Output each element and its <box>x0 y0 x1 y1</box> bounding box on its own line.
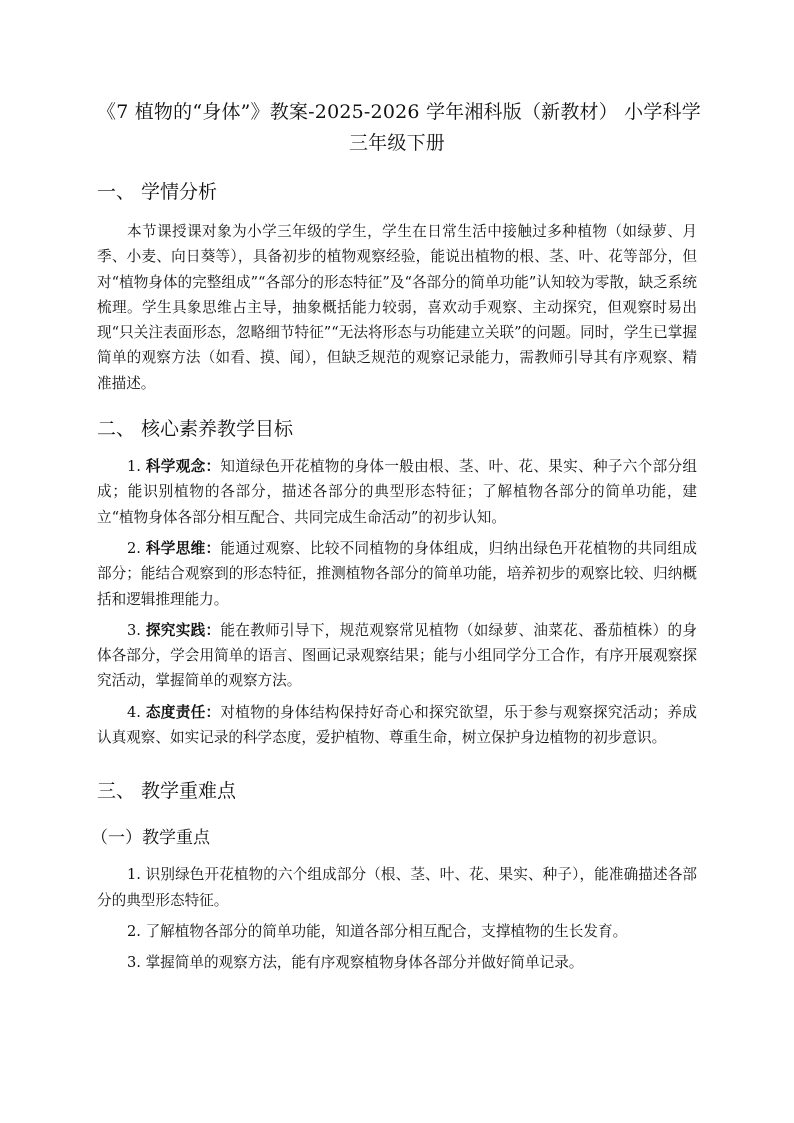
objective-text: 对植物的身体结构保持好奇心和探究欲望，乐于参与观察探究活动；养成认真观察、如实记录的科学态度，爱护植物、尊重生命，树立保护身边植物的初步意识。 <box>97 703 697 747</box>
focus-item: 1. 识别绿色开花植物的六个组成部分（根、茎、叶、花、果实、种子），能准确描述各部分的典型形态特征。 <box>97 866 697 909</box>
learner-analysis-paragraph: 本节课授课对象为小学三年级的学生，学生在日常生活中接触过多种植物（如绿萝、月季、小麦、向日葵等），具备初步的植物观察经验，能说出植物的根、茎、叶、花等部分，但对“植物身体的完整组成”“各部分的形态特征”及“各部分的简单功能”认知较为零散，缺乏系统梳理。学生具象思维占主导，抽象概括能力较弱，喜欢动手观察、主动探究，但观察时易出现“只关注表面形态，忽略细节特征”“无法将形态与功能建立关联”的问题。同时，学生已掌握简单的观察方法（如看、摸、闻），但缺乏规范的观察记录能力，需教师引导其有序观察、精准描述。 <box>97 223 697 392</box>
objective-item-attitude-responsibility <box>97 700 697 751</box>
objective-label: 科学思维： <box>145 539 221 557</box>
objective-item-science-concept <box>97 454 697 530</box>
objective-item-inquiry-practice <box>97 618 697 694</box>
objective-text: 能在教师引导下，规范观察常见植物（如绿萝、油菜花、番茄植株）的身体各部分，学会用简单的语言、图画记录观察结果；能与小组同学分工合作，有序开展观察探究活动，掌握简单的观察方法。 <box>97 621 697 690</box>
objective-item-science-thinking <box>97 536 697 612</box>
document-title-line-1: 《7 植物的“身体”》教案-2025-2026 学年湘科版（新教材） 小学科学 <box>97 101 701 123</box>
focus-item: 2. 了解植物各部分的简单功能，知道各部分相互配合，支撑植物的生长发育。 <box>127 922 628 940</box>
objective-number: 1. <box>127 458 141 476</box>
objective-label: 探究实践： <box>145 621 221 639</box>
subsection-heading-teaching-focus: （一）教学重点 <box>91 828 210 849</box>
objective-label: 态度责任： <box>145 703 221 721</box>
objective-number: 2. <box>127 539 141 557</box>
objective-number: 3. <box>127 621 141 639</box>
document-title <box>97 97 701 159</box>
objective-text: 知道绿色开花植物的身体一般由根、茎、叶、花、果实、种子六个部分组成；能识别植物的各部分，描述各部分的典型形态特征；了解植物各部分的简单功能，建立“植物身体各部分相互配合、共同完成生命活动”的初步认知。 <box>97 458 697 526</box>
section-heading-learner-analysis: 一、 学情分析 <box>97 181 218 203</box>
section-heading-teaching-objectives: 二、 核心素养教学目标 <box>97 418 294 441</box>
objective-number: 4. <box>127 703 141 721</box>
objective-label: 科学观念： <box>145 458 221 476</box>
document-title-line-2: 三年级下册 <box>348 132 445 154</box>
focus-item: 3. 掌握简单的观察方法，能有序观察植物身体各部分并做好简单记录。 <box>127 954 584 972</box>
objective-text: 能通过观察、比较不同植物的身体组成，归纳出绿色开花植物的共同组成部分；能结合观察到的形态特征，推测植物各部分的简单功能，培养初步的观察比较、归纳概括和逻辑推理能力。 <box>97 539 697 608</box>
section-heading-key-difficult-points: 三、 教学重难点 <box>97 780 237 803</box>
